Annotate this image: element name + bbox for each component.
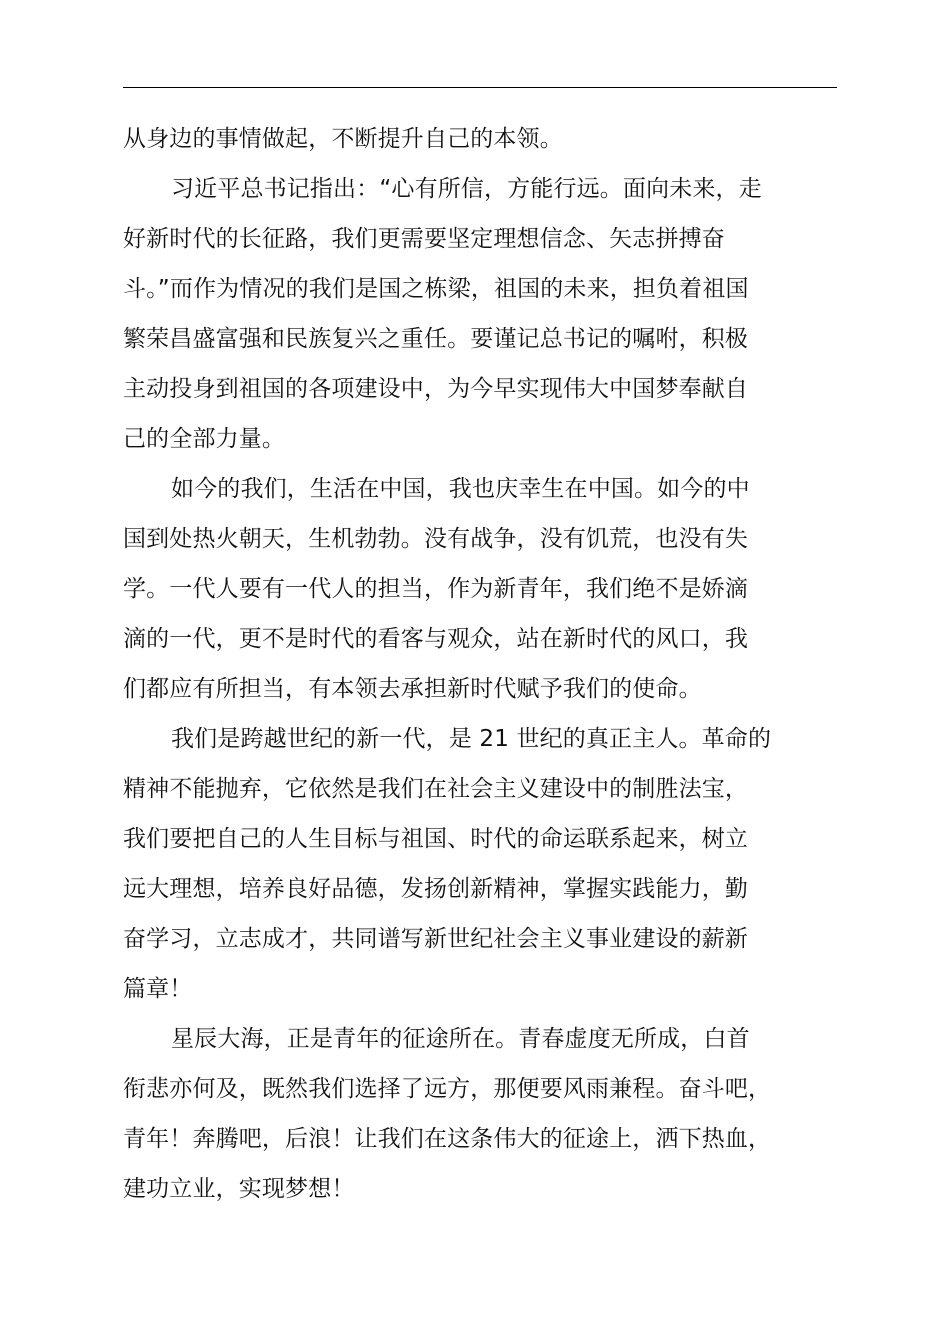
text-line: 们都应有所担当，有本领去承担新时代赋予我们的使命。 [123,676,702,702]
text-line: 青年！奔腾吧，后浪！让我们在这条伟大的征途上，洒下热血， [123,1126,772,1152]
text-line: 我们是跨越世纪的新一代，是 21 世纪的真正主人。革命的 [171,726,772,752]
text-line: 国到处热火朝天，生机勃勃。没有战争，没有饥荒，也没有失 [123,526,749,552]
header-rule [123,87,837,88]
text-line: 精神不能抛弃，它依然是我们在社会主义建设中的制胜法宝， [123,776,749,802]
text-line: 星辰大海，正是青年的征途所在。青春虚度无所成，白首 [171,1026,750,1052]
text-line: 主动投身到祖国的各项建设中，为今早实现伟大中国梦奉献自 [123,376,749,402]
text-line: 奋学习，立志成才，共同谱写新世纪社会主义事业建设的薪新 [123,926,749,952]
text-line: 习近平总书记指出：“心有所信，方能行远。面向未来，走 [171,176,762,202]
text-line: 衔悲亦何及，既然我们选择了远方，那便要风雨兼程。奋斗吧， [123,1076,772,1102]
text-line: 如今的我们，生活在中国，我也庆幸生在中国。如今的中 [171,476,750,502]
text-line: 滴的一代，更不是时代的看客与观众，站在新时代的风口，我 [123,626,749,652]
text-line: 学。一代人要有一代人的担当，作为新青年，我们绝不是娇滴 [123,576,749,602]
text-line: 斗。”而作为情况的我们是国之栋梁，祖国的未来，担负着祖国 [123,276,749,302]
text-line: 己的全部力量。 [123,426,286,452]
text-line: 从身边的事情做起，不断提升自己的本领。 [123,126,563,152]
text-line: 好新时代的长征路，我们更需要坚定理想信念、矢志拼搏奋 [123,226,725,252]
text-line: 篇章！ [123,976,193,1002]
text-line: 远大理想，培养良好品德，发扬创新精神，掌握实践能力，勤 [123,876,749,902]
text-line: 我们要把自己的人生目标与祖国、时代的命运联系起来，树立 [123,826,749,852]
text-line: 繁荣昌盛富强和民族复兴之重任。要谨记总书记的嘱咐，积极 [123,326,749,352]
text-line: 建功立业，实现梦想！ [123,1176,355,1202]
